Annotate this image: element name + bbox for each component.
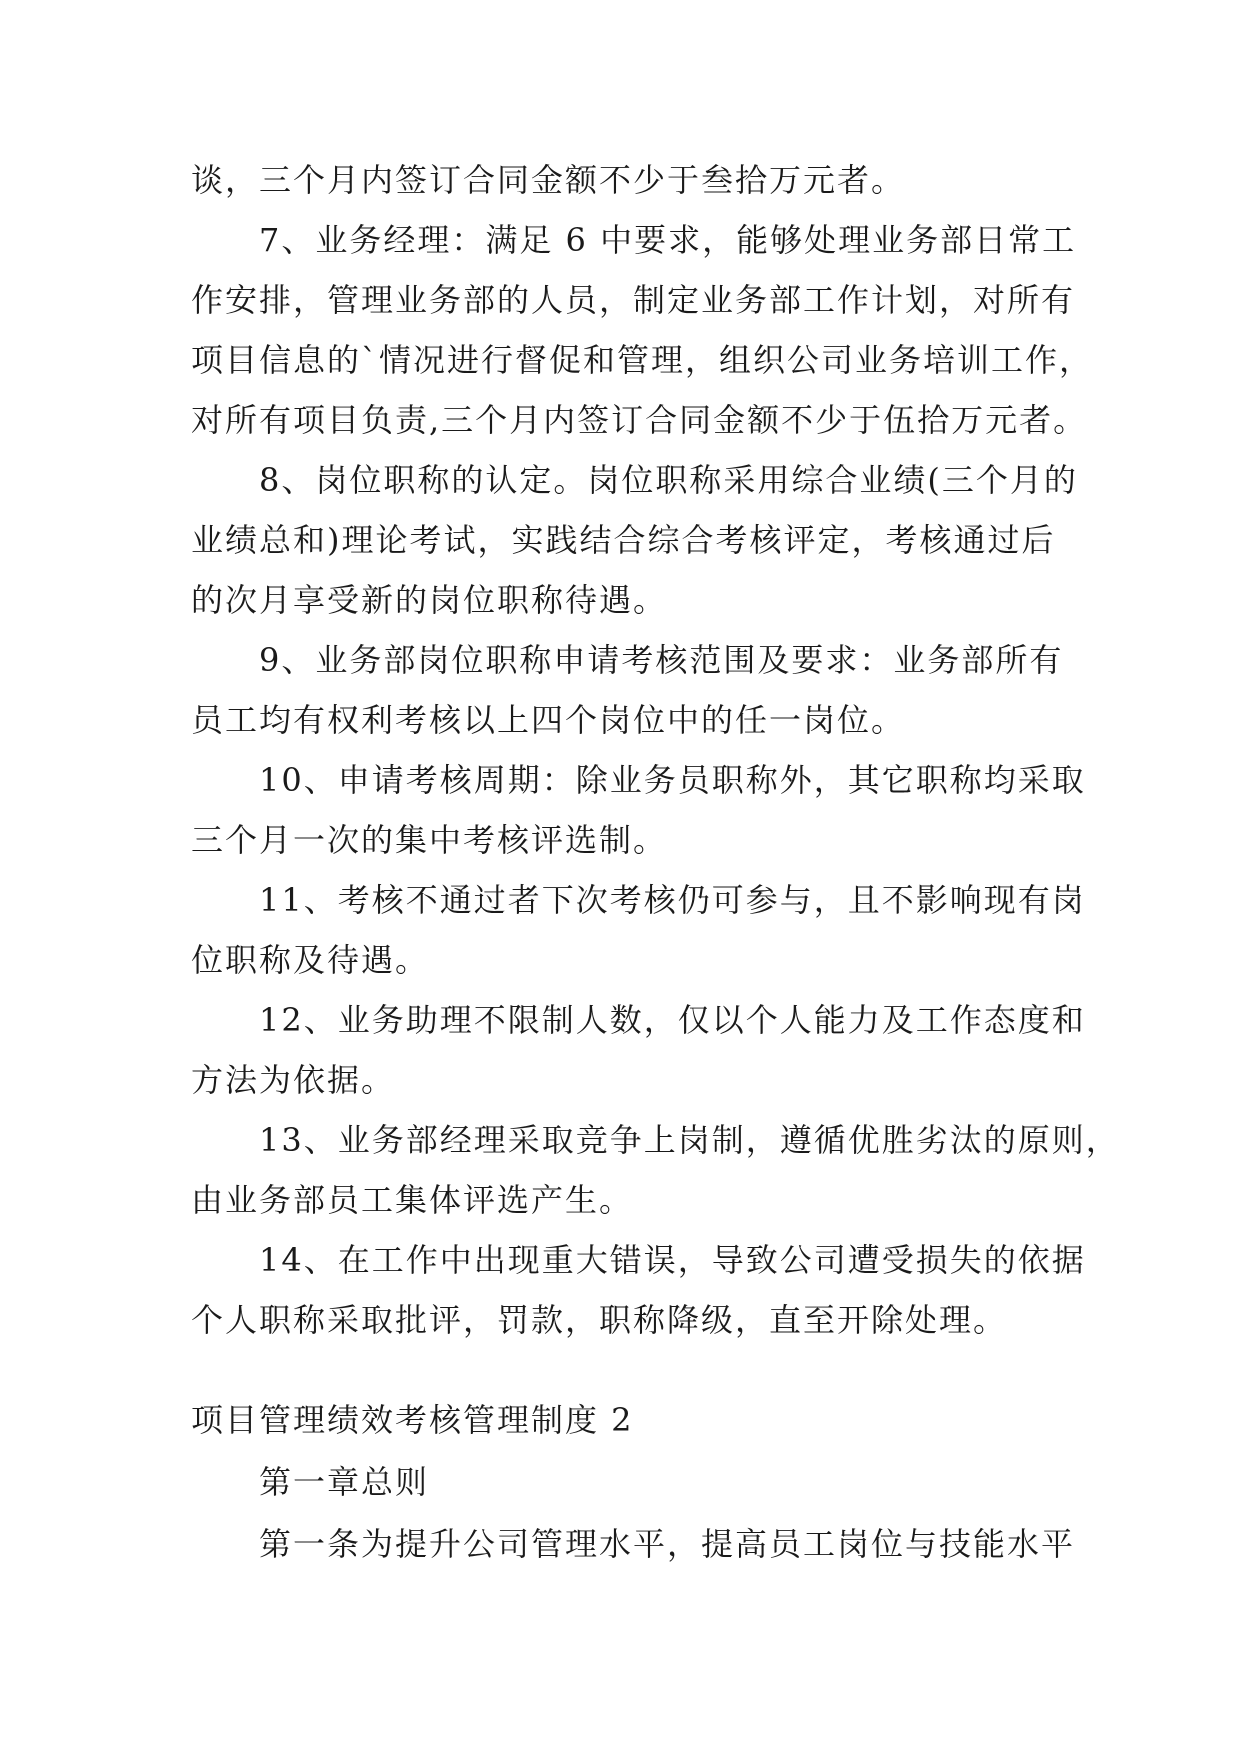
- chapter-heading: [191, 1452, 1051, 1512]
- text-line: 由业务部员工集体评选产生。: [191, 1181, 634, 1219]
- text-line: 第一章总则: [191, 1463, 430, 1501]
- text-line: 13、业务部经理采取竞争上岗制，遵循优胜劣汰的原则，: [191, 1121, 1120, 1159]
- paragraph-6-continuation: [191, 150, 1051, 210]
- text-line: 三个月一次的集中考核评选制。: [191, 821, 668, 859]
- text-line: 11、考核不通过者下次考核仍可参与，且不影响现有岗: [191, 881, 1086, 919]
- text-line: 的次月享受新的岗位职称待遇。: [191, 581, 668, 619]
- article-1: [191, 1514, 1076, 1574]
- text-line: 10、申请考核周期：除业务员职称外，其它职称均采取: [191, 761, 1086, 799]
- text-line: 对所有项目负责,三个月内签订合同金额不少于伍拾万元者。: [191, 401, 1088, 439]
- paragraph-13-manager-selection: [191, 1110, 1120, 1230]
- text-line: 作安排，管理业务部的人员，制定业务部工作计划，对所有: [191, 281, 1076, 319]
- text-line: 第一条为提升公司管理水平，提高员工岗位与技能水平: [191, 1525, 1076, 1563]
- paragraph-8-title-certification: [191, 450, 1078, 630]
- text-line: 14、在工作中出现重大错误，导致公司遭受损失的依据: [191, 1241, 1086, 1279]
- paragraph-14-penalties: [191, 1230, 1086, 1350]
- text-line: 业绩总和)理论考试，实践结合综合考核评定，考核通过后: [191, 521, 1056, 559]
- paragraph-12-assistant-quota: [191, 990, 1086, 1110]
- text-line: 9、业务部岗位职称申请考核范围及要求：业务部所有: [191, 641, 1064, 679]
- paragraph-10-assessment-cycle: [191, 750, 1086, 870]
- text-line: 12、业务助理不限制人数，仅以个人能力及工作态度和: [191, 1001, 1086, 1039]
- text-line: 员工均有权利考核以上四个岗位中的任一岗位。: [191, 701, 906, 739]
- text-line: 项目管理绩效考核管理制度 2: [191, 1401, 634, 1439]
- text-line: 7、业务经理：满足 6 中要求，能够处理业务部日常工: [191, 221, 1077, 259]
- text-line: 个人职称采取批评，罚款，职称降级，直至开除处理。: [191, 1301, 1008, 1339]
- text-line: 项目信息的`情况进行督促和管理，组织公司业务培训工作，: [191, 341, 1094, 379]
- text-line: 谈，三个月内签订合同金额不少于叁拾万元者。: [191, 161, 906, 199]
- text-line: 8、岗位职称的认定。岗位职称采用综合业绩(三个月的: [191, 461, 1078, 499]
- paragraph-7-business-manager: [191, 210, 1094, 450]
- text-line: 方法为依据。: [191, 1061, 396, 1099]
- paragraph-11-retake: [191, 870, 1086, 990]
- text-line: 位职称及待遇。: [191, 941, 430, 979]
- paragraph-9-assessment-scope: [191, 630, 1064, 750]
- section-title: [191, 1390, 1051, 1450]
